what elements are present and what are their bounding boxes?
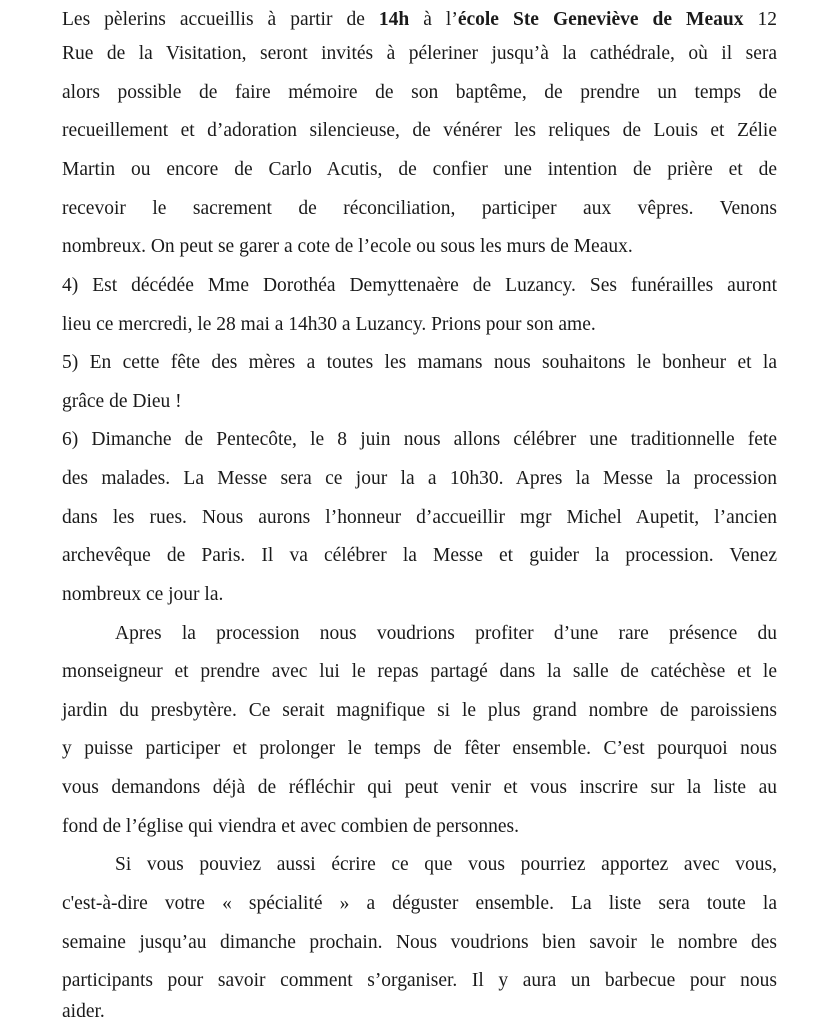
text-line: Si vous pouviez aussi écrire ce que vous pourriez apportez avec vous, [115, 854, 777, 875]
text-segment: 12 [743, 9, 777, 30]
text-line: nombreux ce jour la. [62, 584, 224, 605]
text-line: recueillement et d’adoration silencieuse, de vénérer les reliques de Louis et Zélie [62, 120, 777, 141]
text-line: monseigneur et prendre avec lui le repas partagé dans la salle de catéchèse et le [62, 661, 777, 682]
text-line: aider. [62, 1001, 105, 1022]
text-line: 4) Est décédée Mme Dorothéa Demyttenaère de Luzancy. Ses funérailles auront [62, 275, 777, 296]
text-line: archevêque de Paris. Il va célébrer la Messe et guider la procession. Venez [62, 545, 777, 566]
text-line: recevoir le sacrement de réconciliation, participer aux vêpres. Venons [62, 198, 777, 219]
text-line: y puisse participer et prolonger le temps de fêter ensemble. C’est pourquoi nous [62, 738, 777, 759]
text-line: Rue de la Visitation, seront invités à péleriner jusqu’à la cathédrale, où il sera [62, 43, 777, 64]
text-line: dans les rues. Nous aurons l’honneur d’accueillir mgr Michel Aupetit, l’ancien [62, 507, 777, 528]
text-line: semaine jusqu’au dimanche prochain. Nous voudrions bien savoir le nombre des [62, 932, 777, 953]
text-line: nombreux. On peut se garer a cote de l’ecole ou sous les murs de Meaux. [62, 236, 633, 257]
text-line: Martin ou encore de Carlo Acutis, de confier une intention de prière et de [62, 159, 777, 180]
text-segment: à l’ [409, 9, 458, 30]
bold-school-name: école Ste Geneviève de Meaux [457, 9, 744, 30]
text-line: participants pour savoir comment s’organiser. Il y aura un barbecue pour nous [62, 970, 777, 991]
text-line: lieu ce mercredi, le 28 mai a 14h30 a Luzancy. Prions pour son ame. [62, 314, 596, 335]
text-segment: Les pèlerins accueillis à partir de [62, 9, 379, 30]
text-line: 6) Dimanche de Pentecôte, le 8 juin nous allons célébrer une traditionnelle fete [62, 429, 777, 450]
text-line [62, 8, 777, 32]
text-line: Apres la procession nous voudrions profiter d’une rare présence du [115, 623, 777, 644]
text-line: fond de l’église qui viendra et avec combien de personnes. [62, 816, 520, 837]
text-line: alors possible de faire mémoire de son baptême, de prendre un temps de [62, 82, 777, 103]
text-line: des malades. La Messe sera ce jour la a 10h30. Apres la Messe la procession [62, 468, 777, 489]
text-line: vous demandons déjà de réfléchir qui peut venir et vous inscrire sur la liste au [62, 777, 777, 798]
text-line: c'est-à-dire votre « spécialité » a déguster ensemble. La liste sera toute la [62, 893, 777, 914]
bold-time: 14h [378, 9, 410, 30]
text-line: 5) En cette fête des mères a toutes les mamans nous souhaitons le bonheur et la [62, 352, 777, 373]
text-line: grâce de Dieu ! [62, 391, 182, 412]
text-line: jardin du presbytère. Ce serait magnifique si le plus grand nombre de paroissiens [62, 700, 777, 721]
